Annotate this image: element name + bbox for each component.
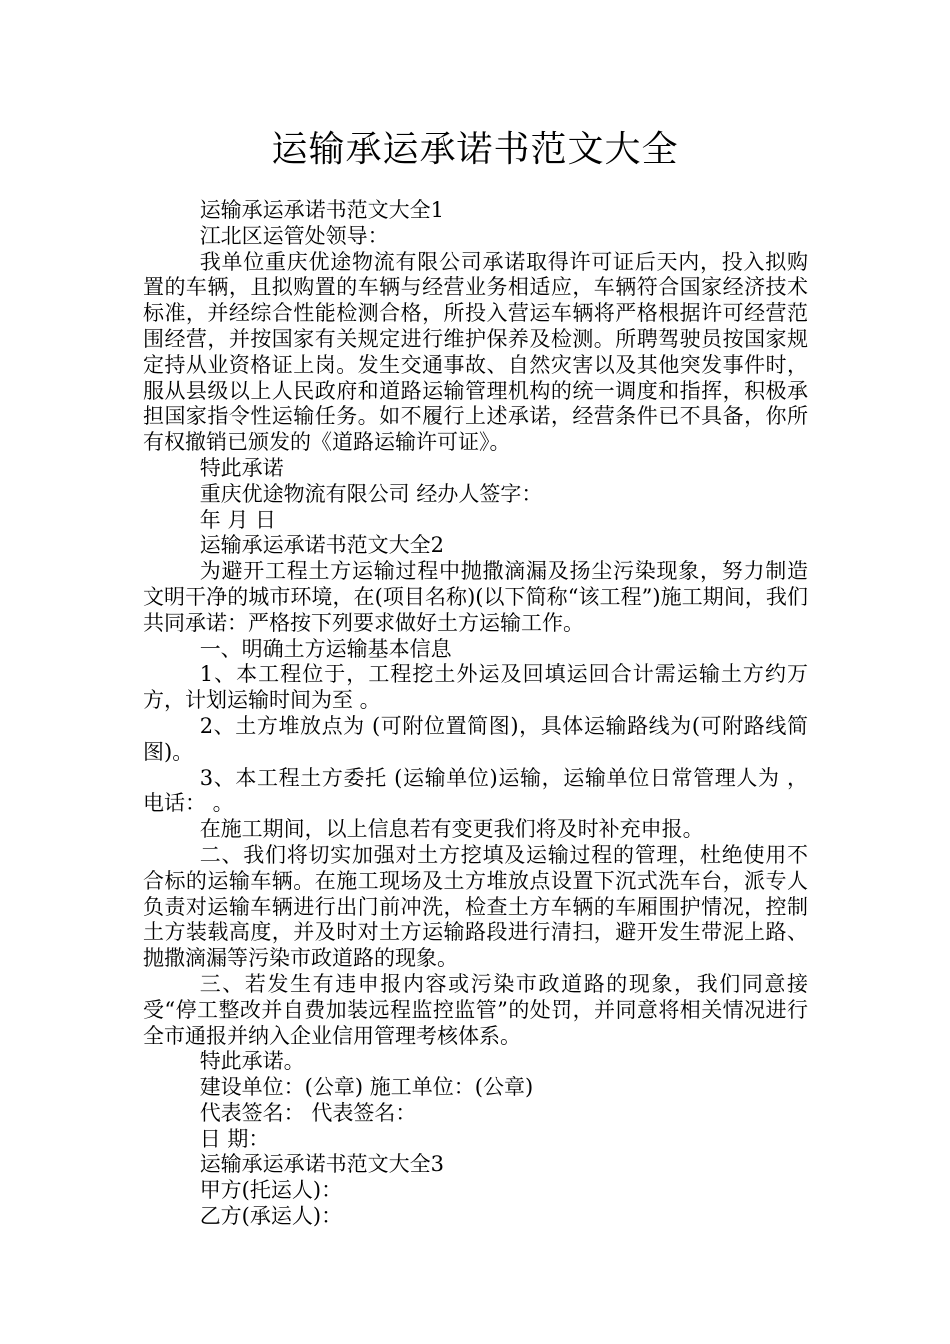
paragraph: 为避开工程土方运输过程中抛撒滴漏及扬尘污染现象，努力制造文明干净的城市环境，在(项目名称)(以下简称“该工程”)施工期间，我们共同承诺：严格按下列要求做好土方运输工作。	[143, 559, 808, 635]
closing-line: 特此承诺。	[199, 1049, 305, 1074]
date-line: 年 月 日	[199, 507, 277, 532]
section-heading-2: 运输承运承诺书范文大全2	[199, 533, 445, 558]
paragraph: 在施工期间，以上信息若有变更我们将及时补充申报。	[199, 817, 704, 842]
list-item: 2、土方堆放点为 (可附位置简图)，具体运输路线为(可附路线简图)。	[143, 713, 808, 764]
section-heading-1: 运输承运承诺书范文大全1	[199, 198, 445, 222]
party-line: 甲方(托运人)：	[199, 1178, 343, 1203]
document-body	[143, 198, 808, 1230]
paragraph: 二、我们将切实加强对土方挖填及运输过程的管理，杜绝使用不合标的运输车辆。在施工现场及土方堆放点设置下沉式洗车台，派专人负责对运输车辆进行出门前冲洗，检查土方车辆的车厢围护情况，控制土方装载高度，并及时对土方运输路段进行清扫，避开发生带泥上路、抛撒滴漏等污染市政道路的现象。	[143, 842, 808, 971]
section-heading-3: 运输承运承诺书范文大全3	[199, 1152, 445, 1177]
date-line: 日 期：	[199, 1126, 270, 1151]
salutation: 江北区运管处领导：	[199, 223, 389, 248]
paragraph: 三、若发生有违申报内容或污染市政道路的现象，我们同意接受“停工整改并自费加装远程监控监管”的处罚，并同意将相关情况进行全市通报并纳入企业信用管理考核体系。	[143, 971, 808, 1048]
party-line: 乙方(承运人)：	[199, 1204, 343, 1229]
paragraph: 我单位重庆优途物流有限公司承诺取得许可证后天内，投入拟购置的车辆，且拟购置的车辆与经营业务相适应，车辆符合国家经济技术标准，并经综合性能检测合格，所投入营运车辆将严格根据许可经营范围经营，并按国家有关规定进行维护保养及检测。所聘驾驶员按国家规定持从业资格证上岗。发生交通事故、自然灾害以及其他突发事件时，服从县级以上人民政府和道路运输管理机构的统一调度和指挥，积极承担国家指令性运输任务。如不履行上述承诺，经营条件已不具备，你所有权撤销已颁发的《道路运输许可证》。	[143, 249, 808, 455]
signature-line: 重庆优途物流有限公司 经办人签字：	[199, 481, 543, 506]
signature-line: 代表签名： 代表签名：	[199, 1100, 417, 1125]
list-item: 3、本工程土方委托 (运输单位)运输，运输单位日常管理人为 ，电话： 。	[143, 765, 808, 816]
list-item: 1、本工程位于，工程挖土外运及回填运回合计需运输土方约万方，计划运输时间为至 。	[143, 662, 808, 713]
document-title: 运输承运承诺书范文大全	[271, 129, 679, 170]
signature-line: 建设单位：(公章) 施工单位：(公章)	[199, 1075, 534, 1100]
subheading: 一、明确土方运输基本信息	[199, 636, 452, 661]
closing-line: 特此承诺	[199, 455, 284, 480]
